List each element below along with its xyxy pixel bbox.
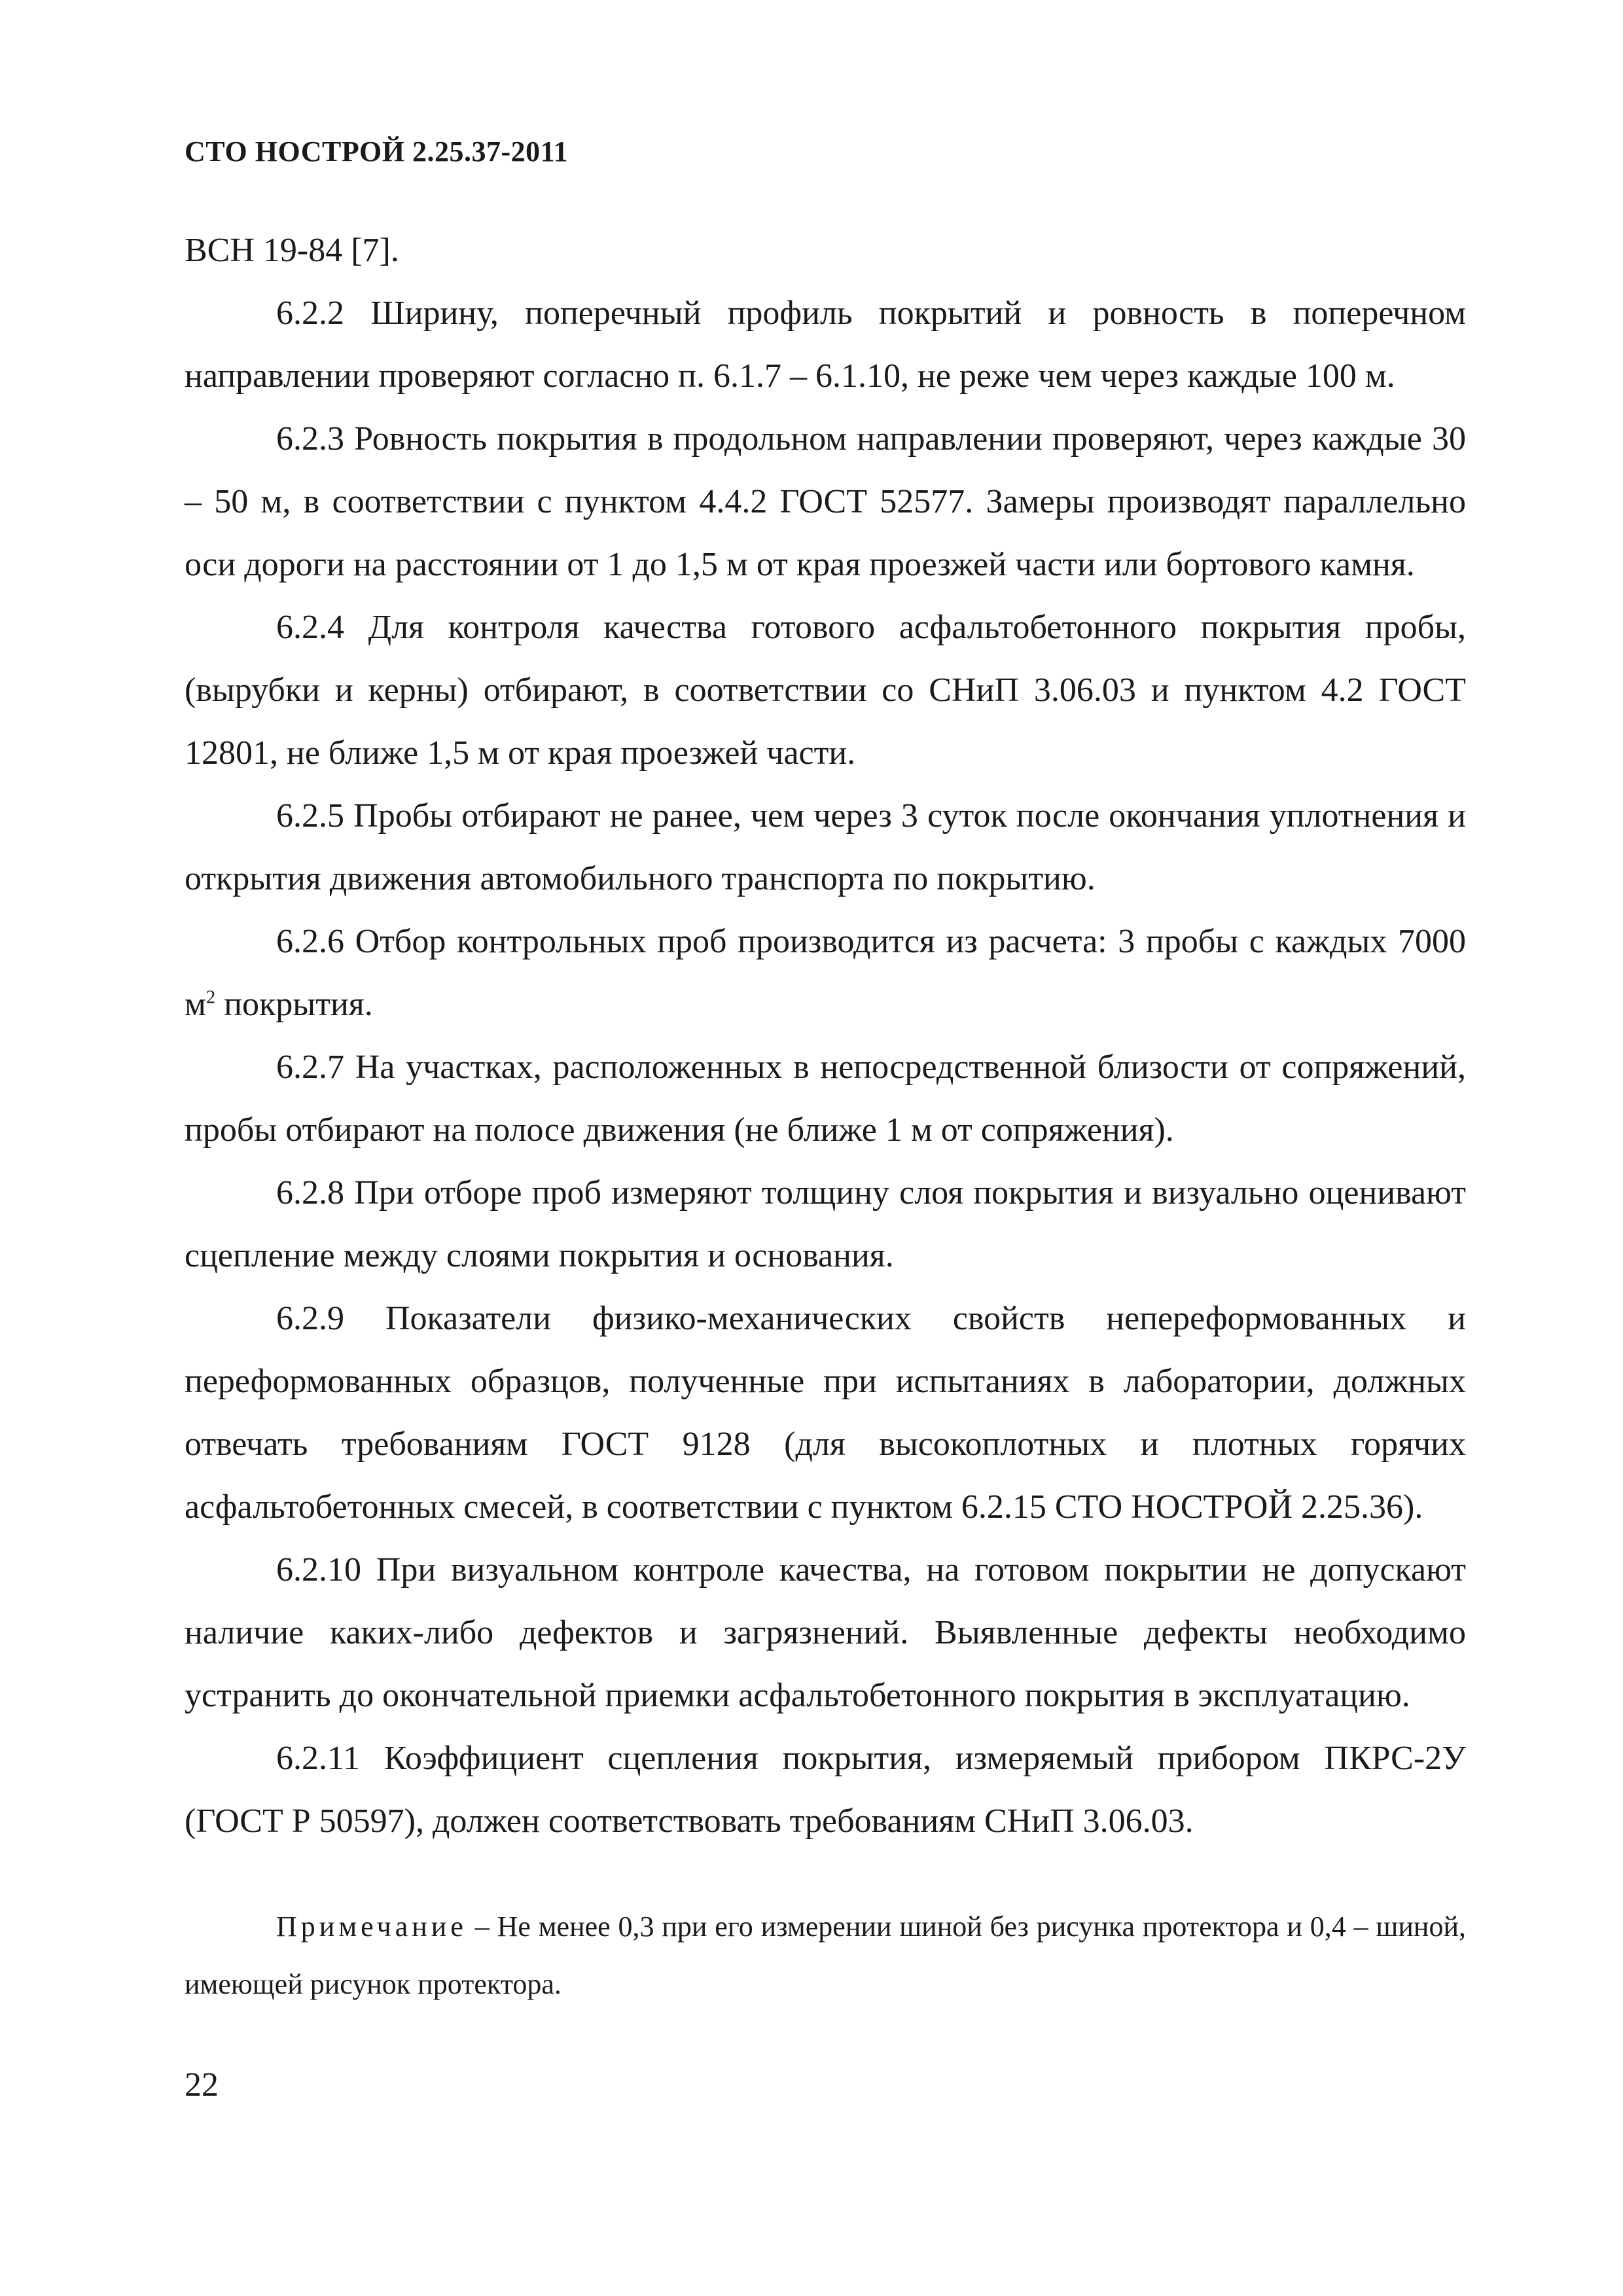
- paragraph-6-2-8: 6.2.8 При отборе проб измеряют толщину слоя покрытия и визуально оценивают сцепление между слоями покрытия и основания.: [185, 1174, 1466, 1274]
- paragraph-continuation: ВСН 19-84 [7].: [185, 232, 399, 269]
- paragraph-6-2-9: 6.2.9 Показатели физико-механических свойств непереформованных и переформованных образцов, полученные при испытаниях в лаборатории, должных отвечать требованиям ГОСТ 9128 (для высокоплотных и плотных горячих асфальтобетонных смесей, в соответствии с пунктом 6.2.15 СТО НОСТРОЙ 2.25.36).: [185, 1300, 1466, 1526]
- note-block: [185, 1898, 1466, 2013]
- paragraph-6-2-6-tail: покрытия.: [215, 986, 373, 1023]
- paragraph-6-2-6-text: 6.2.6 Отбор контрольных проб производится из расчета: 3 пробы с каждых 7000 м: [185, 923, 1466, 1023]
- document-body: [185, 219, 1466, 1853]
- paragraph-6-2-11: 6.2.11 Коэффициент сцепления покрытия, измеряемый прибором ПКРС-2У (ГОСТ Р 50597), должен соответствовать требованиям СНиП 3.06.03.: [185, 1740, 1466, 1840]
- superscript-square: 2: [205, 987, 216, 1008]
- page-number: 22: [185, 2066, 219, 2104]
- document-header: СТО НОСТРОЙ 2.25.37-2011: [185, 135, 569, 168]
- paragraph-6-2-10: 6.2.10 При визуальном контроле качества, на готовом покрытии не допускают наличие каких-либо дефектов и загрязнений. Выявленные дефекты необходимо устранить до окончательной приемки асфальтобетонного покрытия в эксплуатацию.: [185, 1551, 1466, 1714]
- paragraph-6-2-3: 6.2.3 Ровность покрытия в продольном направлении проверяют, через каждые 30 – 50 м, в соответствии с пунктом 4.4.2 ГОСТ 52577. Замеры производят параллельно оси дороги на расстоянии от 1 до 1,5 м от края проезжей части или бортового камня.: [185, 420, 1466, 583]
- paragraph-6-2-4: 6.2.4 Для контроля качества готового асфальтобетонного покрытия пробы, (вырубки и керны) отбирают, в соответствии со СНиП 3.06.03 и пунктом 4.2 ГОСТ 12801, не ближе 1,5 м от края проезжей части.: [185, 609, 1466, 772]
- paragraph-6-2-6: [185, 910, 1466, 1036]
- paragraph-6-2-5: 6.2.5 Пробы отбирают не ранее, чем через 3 суток после окончания уплотнения и открытия движения автомобильного транспорта по покрытию.: [185, 797, 1466, 897]
- paragraph-6-2-2: 6.2.2 Ширину, поперечный профиль покрытий и ровность в поперечном направлении проверяют согласно п. 6.1.7 – 6.1.10, не реже чем через каждые 100 м.: [185, 295, 1466, 395]
- note-text: – Не менее 0,3 при его измерении шиной без рисунка протектора и 0,4 – шиной, имеющей рисунок протектора.: [185, 1910, 1466, 2000]
- paragraph-6-2-7: 6.2.7 На участках, расположенных в непосредственной близости от сопряжений, пробы отбирают на полосе движения (не ближе 1 м от сопряжения).: [185, 1049, 1466, 1149]
- note-label: Примечание: [276, 1910, 467, 1943]
